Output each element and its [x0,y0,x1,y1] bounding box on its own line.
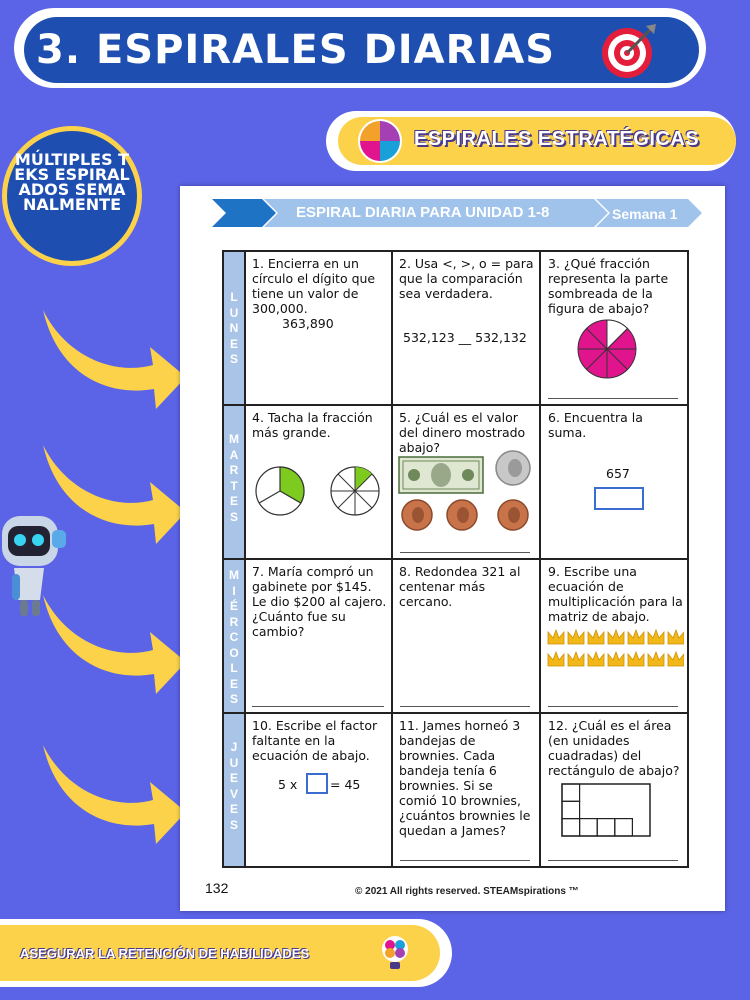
question-3: 3. ¿Qué fracción representa la parte sombreada de la figura de abajo? [548,256,669,316]
strategy-quadrant-icon [357,118,403,164]
question-2: 2. Usa <, >, o = para que la comparación sea verdadera. [399,256,534,301]
copyright-text: © 2021 All rights reserved. STEAMspirations ™ [355,886,579,897]
answer-line [548,860,678,861]
question-7: 7. María compró un gabinete por $145. Le dio $200 al cajero. ¿Cuánto fue su cambio? [252,564,387,639]
penny-coin-icon [446,499,478,531]
crown-array-icon [546,628,684,668]
grid-line [539,252,541,866]
fraction-circle-eighths-icon [329,465,381,517]
arrow-icon [38,740,188,850]
question-11: 11. James horneó 3 bandejas de brownies. Cada bandeja tenía 6 brownies. Si se comió 10 brownies, ¿cuántos brownies le quedan a James? [399,718,531,838]
missing-factor-box[interactable] [306,773,328,794]
day-label-miercoles: M I É R C O L E S [229,568,239,706]
grid-line [244,252,246,866]
grid-line [224,712,687,714]
nickel-coin-icon [495,450,531,486]
worksheet-title: ESPIRAL DIARIA PARA UNIDAD 1-8 [296,204,550,221]
teks-badge-text: MÚLTIPLES TEKS ESPIRALADOS SEMANALMENTE [14,150,130,214]
page-title: 3. ESPIRALES DIARIAS [36,27,556,73]
question-4: 4. Tacha la fracción más grande. [252,410,373,440]
question-10-left: 5 x [278,777,298,792]
arrow-icon [38,305,188,415]
fraction-circle-thirds-icon [254,465,306,517]
question-6: 6. Encuentra la suma. [548,410,643,440]
question-8: 8. Redondea 321 al centenar más cercano. [399,564,521,609]
week-label: Semana 1 [612,206,678,222]
penny-coin-icon [497,499,529,531]
question-1-number: 363,890 [282,316,334,331]
dollar-bill-icon [398,456,484,494]
fraction-circle-pink-icon [576,318,638,380]
day-label-martes: M A R T E S [229,432,239,524]
robot-mascot-icon [0,508,70,620]
area-rectangle-icon [561,783,651,837]
day-label-lunes: L U N E S [229,290,239,366]
question-10-right: = 45 [330,777,361,792]
answer-line [548,706,678,707]
question-1: 1. Encierra en un círculo el dígito que tiene un valor de 300,000. [252,256,376,316]
question-6-number: 657 [606,466,630,481]
question-2-expression: 532,123 __ 532,132 [403,330,527,345]
page-number: 132 [205,880,229,896]
question-12: 12. ¿Cuál es el área (en unidades cuadradas) del rectángulo de abajo? [548,718,680,778]
answer-line [400,706,530,707]
question-9: 9. Escribe una ecuación de multiplicación para la matriz de abajo. [548,564,683,624]
answer-line [400,552,530,553]
day-label-jueves: J U E V E S [229,740,239,832]
target-arrow-icon [600,22,658,80]
answer-line [252,706,384,707]
grid-line [224,404,687,406]
answer-box[interactable] [594,487,644,510]
lightbulb-brain-icon [375,932,415,972]
answer-line [400,860,530,861]
strategy-label: ESPIRALES ESTRATÉGICAS [414,128,700,150]
grid-line [391,252,393,866]
penny-coin-icon [401,499,433,531]
question-10: 10. Escribe el factor faltante en la ecuación de abajo. [252,718,378,763]
grid-line [224,558,687,560]
question-5: 5. ¿Cuál es el valor del dinero mostrado abajo? [399,410,526,455]
answer-line [548,398,678,399]
bottom-banner-label: ASEGURAR LA RETENCIÓN DE HABILIDADES [20,946,310,961]
